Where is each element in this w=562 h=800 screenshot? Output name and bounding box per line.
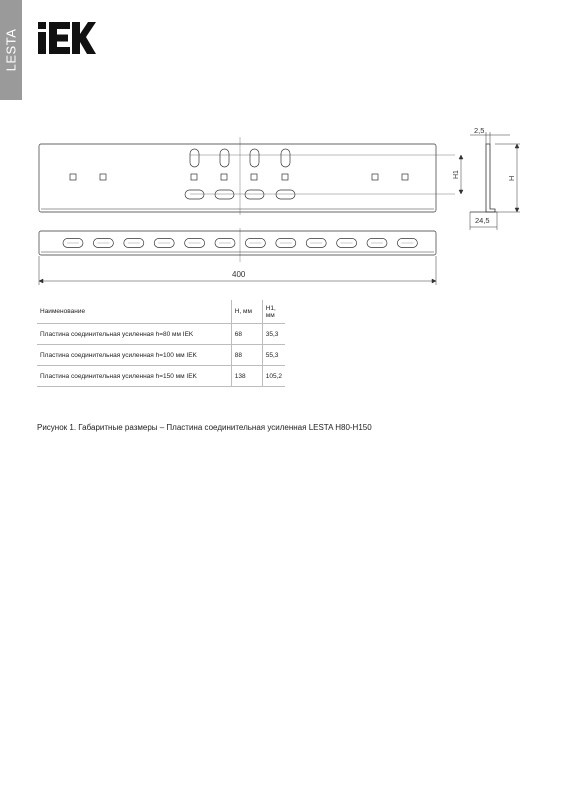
square-hole <box>221 174 227 180</box>
cell-h: 68 <box>231 324 262 345</box>
square-hole <box>372 174 378 180</box>
square-hole <box>191 174 197 180</box>
horizontal-slot <box>215 190 234 199</box>
table-header-row <box>37 300 285 324</box>
h1-arrow <box>459 190 463 194</box>
cell-name: Пластина соединительная усиленная h=100 мм IEK <box>37 345 231 366</box>
vertical-slot <box>220 149 229 167</box>
side-tab-label: LESTA <box>3 28 19 72</box>
flange-label: 24,5 <box>475 216 490 225</box>
cell-name: Пластина соединительная усиленная h=80 мм IEK <box>37 324 231 345</box>
horizontal-slot <box>185 190 204 199</box>
cell-h1: 55,3 <box>262 345 285 366</box>
vertical-slot <box>250 149 259 167</box>
length-label: 400 <box>232 270 246 279</box>
cell-h1: 105,2 <box>262 366 285 387</box>
vertical-slot <box>281 149 290 167</box>
square-hole <box>282 174 288 180</box>
square-hole <box>251 174 257 180</box>
h1-arrow <box>459 155 463 159</box>
h-arrow <box>515 208 519 212</box>
cell-name: Пластина соединительная усиленная h=150 мм IEK <box>37 366 231 387</box>
plate-top-view <box>39 144 436 212</box>
logo-i-stem <box>38 32 46 54</box>
side-tab <box>0 0 22 100</box>
h-label: H <box>507 175 516 181</box>
logo-k <box>72 22 96 54</box>
table-row <box>37 366 285 387</box>
horizontal-slot <box>276 190 295 199</box>
header-h1: H1, мм <box>262 300 285 324</box>
header-h: H, мм <box>231 300 262 324</box>
technical-drawing <box>0 120 562 290</box>
table-row <box>37 345 285 366</box>
table-row <box>37 324 285 345</box>
iek-logo <box>38 22 96 54</box>
header-name: Наименование <box>37 300 231 324</box>
length-arrow <box>432 279 436 283</box>
length-arrow <box>39 279 43 283</box>
vertical-slot <box>190 149 199 167</box>
cell-h: 88 <box>231 345 262 366</box>
figure-caption: Рисунок 1. Габаритные размеры – Пластина соединительная усиленная LESTA H80-H150 <box>37 423 372 432</box>
logo-e <box>49 22 70 54</box>
square-hole <box>100 174 106 180</box>
side-profile <box>486 144 495 212</box>
square-hole <box>402 174 408 180</box>
h-arrow <box>515 144 519 148</box>
cell-h1: 35,3 <box>262 324 285 345</box>
thickness-label: 2,5 <box>474 126 485 135</box>
specification-table <box>37 300 285 387</box>
cell-h: 138 <box>231 366 262 387</box>
horizontal-slot <box>245 190 264 199</box>
h1-label: H1 <box>453 170 460 179</box>
square-hole <box>70 174 76 180</box>
logo-i-dot <box>38 22 46 29</box>
